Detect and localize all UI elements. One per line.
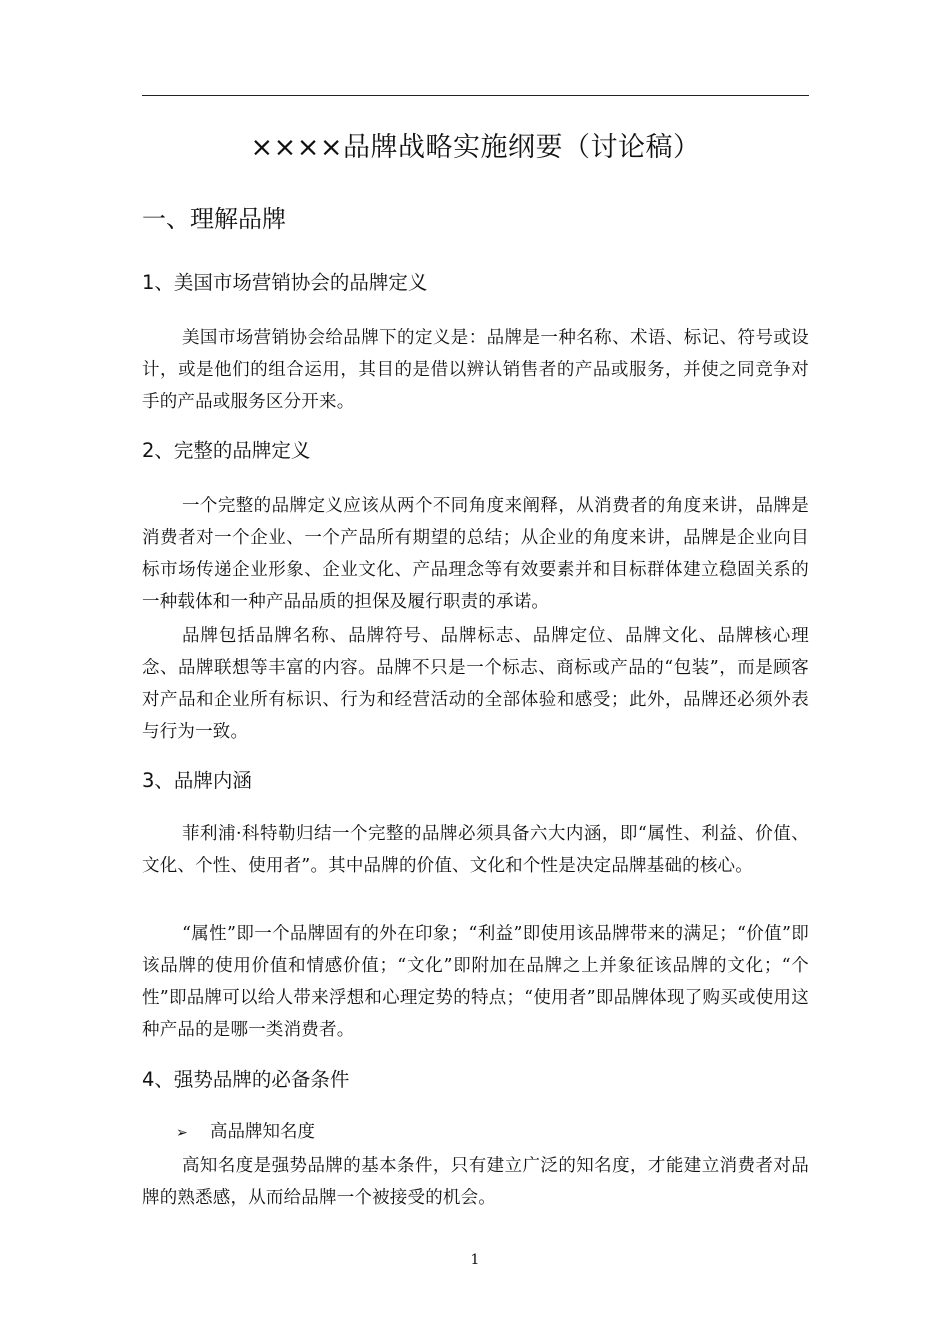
paragraph-complete-definition: 一个完整的品牌定义应该从两个不同角度来阐释，从消费者的角度来讲，品牌是消费者对一个企业、一个产品所有期望的总结；从企业的角度来讲，品牌是企业向目标市场传递企业形象、企业文化、产品理念等有效要素并和目标群体建立稳固关系的一种载体和一种产品品质的担保及履行职责的承诺。 bbox=[142, 496, 809, 612]
paragraph-connotation-details: “属性”即一个品牌固有的外在印象；“利益”即使用该品牌带来的满足；“价值”即该品牌的使用价值和情感价值；“文化”即附加在品牌之上并象征该品牌的文化；“个性”即品牌可以给人带来浮想和心理定势的特点；“使用者”即品牌体现了购买或使用这种产品的是哪一类消费者。 bbox=[142, 924, 809, 1040]
subsection-heading-4: 4、强势品牌的必备条件 bbox=[142, 1068, 350, 1091]
paragraph-brand-contents: 品牌包括品牌名称、品牌符号、品牌标志、品牌定位、品牌文化、品牌核心理念、品牌联想等丰富的内容。品牌不只是一个标志、商标或产品的“包装”，而是顾客对产品和企业所有标识、行为和经营活动的全部体验和感受；此外，品牌还必须外表与行为一致。 bbox=[142, 626, 809, 742]
section-heading-understanding-brand: 一、理解品牌 bbox=[142, 205, 286, 233]
subsection-heading-1: 1、美国市场营销协会的品牌定义 bbox=[142, 271, 428, 294]
paragraph-ama-definition: 美国市场营销协会给品牌下的定义是：品牌是一种名称、术语、标记、符号或设计，或是他们的组合运用，其目的是借以辨认销售者的产品或服务，并使之同竞争对手的产品或服务区分开来。 bbox=[142, 328, 809, 412]
header-rule bbox=[142, 95, 809, 96]
subsection-heading-3: 3、品牌内涵 bbox=[142, 769, 252, 792]
arrowhead-bullet-icon: ➢ bbox=[176, 1125, 188, 1141]
subsection-heading-2: 2、完整的品牌定义 bbox=[142, 439, 311, 462]
paragraph-six-connotations: 菲利浦·科特勒归结一个完整的品牌必须具备六大内涵，即“属性、利益、价值、文化、个性、使用者”。其中品牌的价值、文化和个性是决定品牌基础的核心。 bbox=[142, 824, 809, 876]
document-title: ××××品牌战略实施纲要（讨论稿） bbox=[250, 132, 701, 163]
paragraph-high-awareness: 高知名度是强势品牌的基本条件，只有建立广泛的知名度，才能建立消费者对品牌的熟悉感，从而给品牌一个被接受的机会。 bbox=[142, 1156, 809, 1208]
bullet-item-high-awareness bbox=[176, 1117, 315, 1148]
page-number: 1 bbox=[470, 1252, 480, 1268]
bullet-label: 高品牌知名度 bbox=[210, 1122, 315, 1142]
